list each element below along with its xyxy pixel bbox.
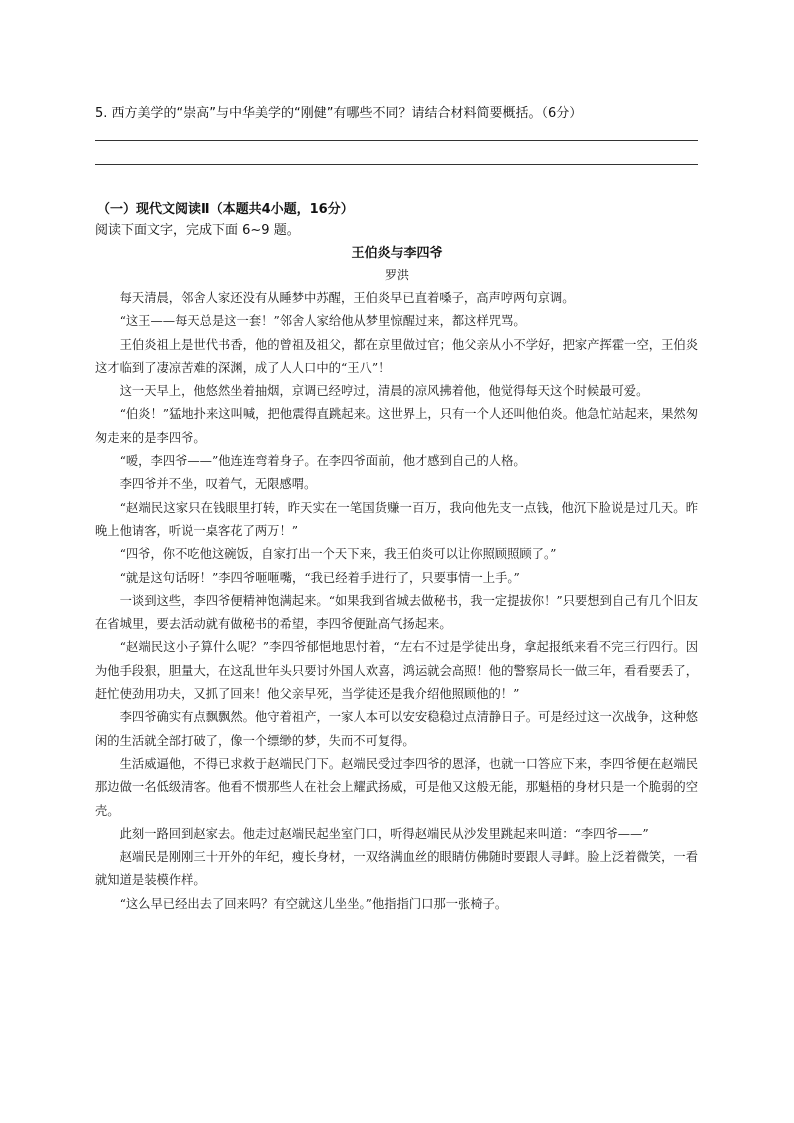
paragraph: 李四爷确实有点飘飘然。他守着祖产，一家人本可以安安稳稳过点清静日子。可是经过这一次战争，这种悠闲的生活就全部打破了，像一个缥缈的梦，失而不可复得。: [95, 710, 698, 748]
paragraph: “这王——每天总是这一套！”邻舍人家给他从梦里惊醒过来，都这样咒骂。: [119, 314, 526, 329]
paragraph: 此刻一路回到赵家去。他走过赵端民起坐室门口，听得赵端民从沙发里跳起来叫道：“李四爷——”: [119, 826, 649, 841]
answer-line-2: [95, 164, 698, 165]
section-heading: （一）现代文阅读Ⅱ（本题共4小题，16分）: [97, 202, 354, 217]
paragraph: “赵端民这小子算什么呢？”李四爷郁悒地思忖着，“左右不过是学徒出身，拿起报纸来看不完三行四行。因为他手段狠，胆量大，在这乱世年头只要讨外国人欢喜，鸿运就会高照！他的警察局长一做三年，看看要丢了，赶忙使劲用功夫，又抓了回来！他父亲早死，当学徒还是我介绍他照顾他的！”: [95, 640, 698, 702]
story-author: 罗洪: [384, 268, 409, 282]
paragraph: “赵端民这家只在钱眼里打转，昨天实在一笔国货赚一百万，我向他先支一点钱，他沉下脸说是过几天。昨晚上他请客，听说一桌客花了两万！”: [95, 500, 698, 538]
story-title: 王伯炎与李四爷: [351, 246, 443, 261]
paragraph: 每天清晨，邻舍人家还没有从睡梦中苏醒，王伯炎早已直着嗓子，高声哼两句京调。: [119, 291, 575, 305]
paragraph: 一谈到这些，李四爷便精神饱满起来。“如果我到省城去做秘书，我一定提拔你！”只要想到自己有几个旧友在省城里，要去活动就有做秘书的希望，李四爷便趾高气扬起来。: [95, 593, 698, 632]
paragraph: 王伯炎祖上是世代书香，他的曾祖及祖父，都在京里做过官；他父亲从小不学好，把家产挥霍一空，王伯炎这才临到了凄凉苦难的深渊，成了人人口中的“王八”！: [95, 337, 698, 375]
paragraph: 李四爷并不坐，叹着气，无限感喟。: [119, 477, 317, 492]
paragraph: 生活威逼他，不得已求救于赵端民门下。赵端民受过李四爷的恩泽，也就一口答应下来，李四爷便在赵端民那边做一名低级清客。他看不惯那些人在社会上耀武扬威，可是他又这般无能，那魁梧的身材只是一个脆弱的空壳。: [95, 756, 698, 818]
paragraph: “四爷，你不吃他这碗饭，自家打出一个天下来，我王伯炎可以让你照顾照顾了。”: [119, 547, 557, 562]
paragraph: “伯炎！”猛地扑来这叫喊，把他震得直跳起来。这世界上，只有一个人还叫他伯炎。他急忙站起来，果然匆匆走来的是李四爷。: [95, 407, 698, 445]
paragraph: 这一天早上，他悠然坐着抽烟，京调已经哼过，清晨的凉风拂着他，他觉得每天这个时候最可爱。: [119, 384, 649, 399]
paragraph: 赵端民是刚刚三十开外的年纪，瘦长身材，一双络满血丝的眼睛仿佛随时要跟人寻衅。脸上泛着微笑，一看就知道是装模作样。: [95, 850, 698, 888]
paragraph: “嗳，李四爷——”他连连弯着身子。在李四爷面前，他才感到自己的人格。: [119, 454, 526, 469]
paragraph: “这么早已经出去了回来吗？有空就这儿坐坐。”他指指门口那一张椅子。: [119, 896, 508, 911]
story-body: [95, 287, 698, 916]
answer-line-1: [95, 140, 698, 141]
question-5: 5. 西方美学的“崇高”与中华美学的“刚健”有哪些不同？请结合材料简要概括。（6分）: [95, 106, 583, 121]
section-instruction: 阅读下面文字，完成下面 6~9 题。: [95, 223, 300, 238]
paragraph: “就是这句话呀！”李四爷咂咂嘴，“我已经着手进行了，只要事情一上手。”: [119, 570, 520, 585]
